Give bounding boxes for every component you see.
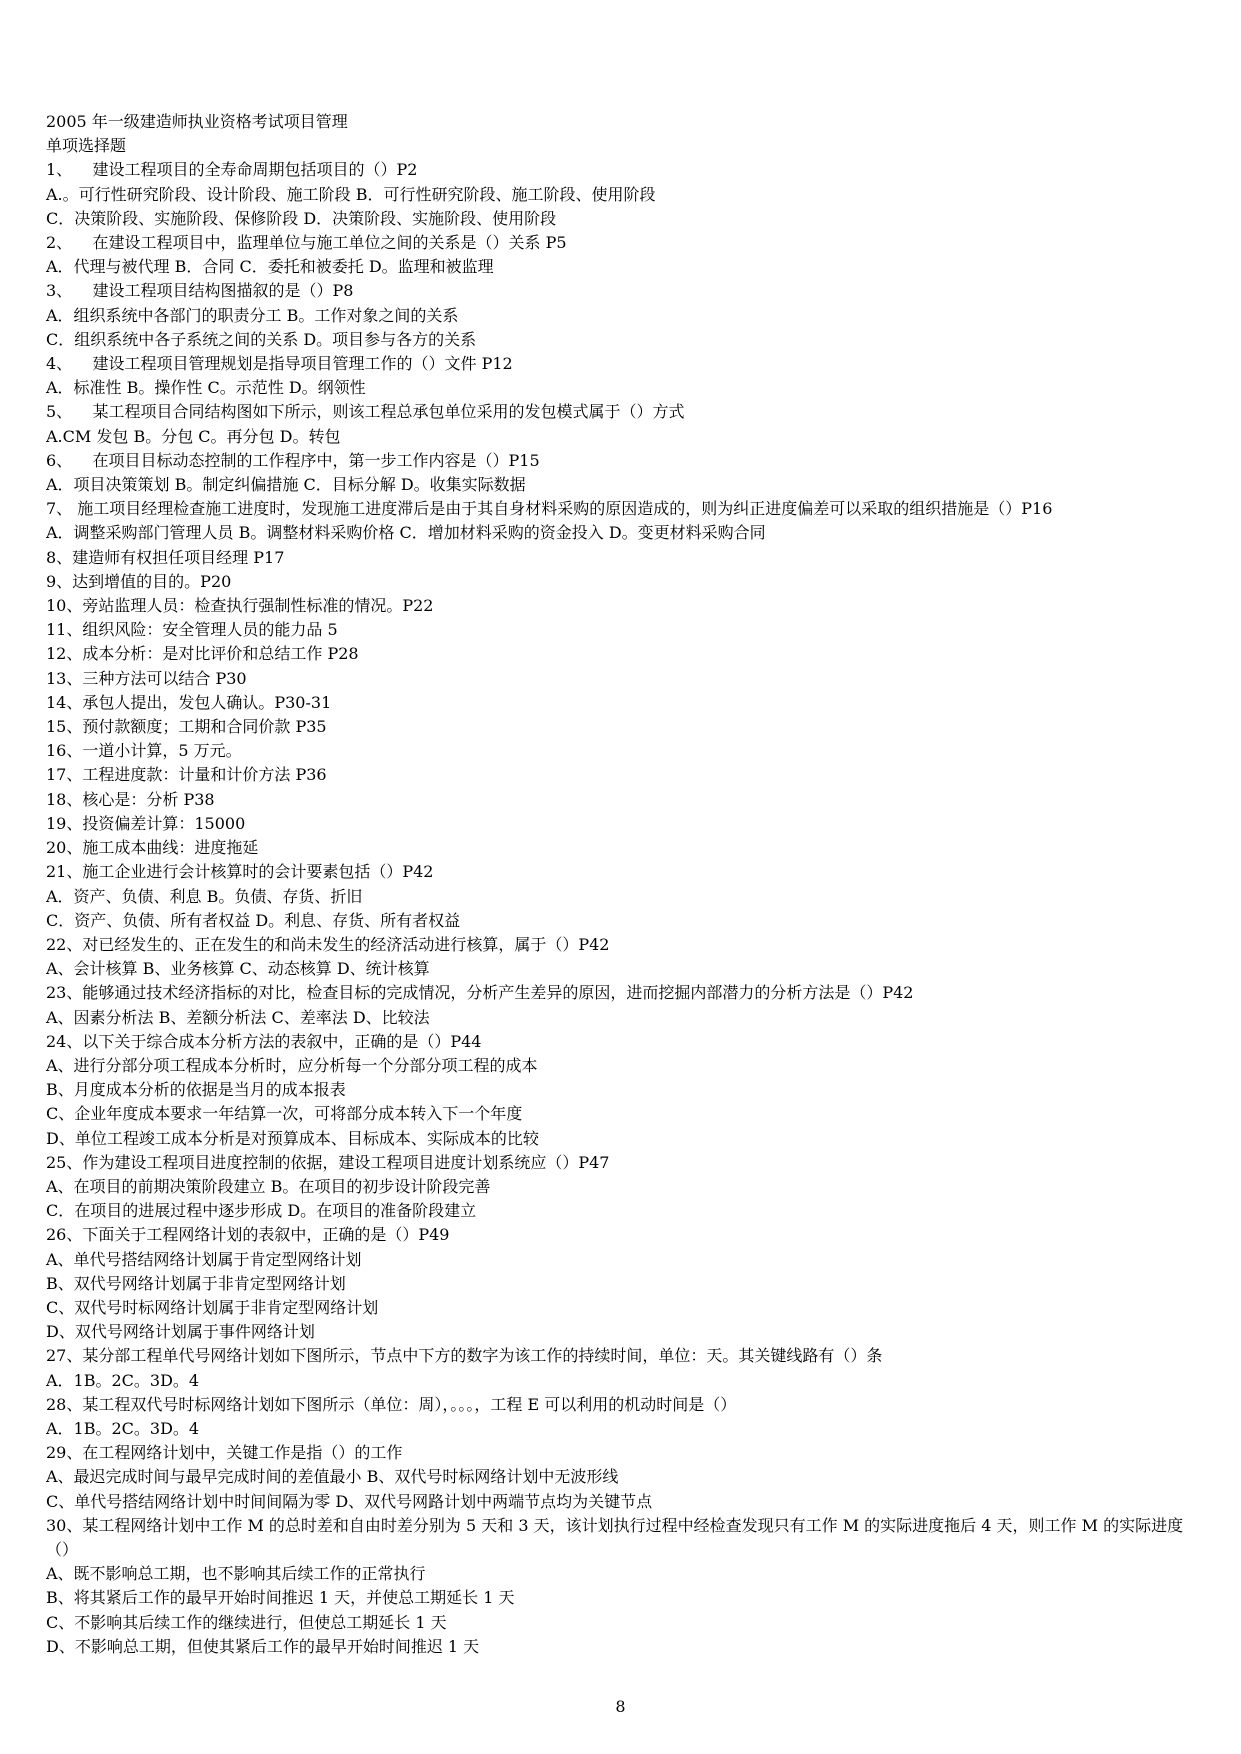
text-line: A．组织系统中各部门的职责分工 B。工作对象之间的关系 xyxy=(46,305,459,325)
text-line: 28、某工程双代号时标网络计划如下图所示（单位：周），。。。，工程 E 可以利用的机动时间是（） xyxy=(46,1394,737,1414)
text-line: 14、承包人提出，发包人确认。P30-31 xyxy=(46,692,332,712)
text-line: C、单代号搭结网络计划中时间间隔为零 D、双代号网路计划中两端节点均为关键节点 xyxy=(46,1491,653,1511)
text-line: 4、 建设工程项目管理规划是指导项目管理工作的（）文件 P12 xyxy=(46,354,513,374)
text-line: D、单位工程竣工成本分析是对预算成本、目标成本、实际成本的比较 xyxy=(46,1128,539,1148)
text-line: 21、施工企业进行会计核算时的会计要素包括（）P42 xyxy=(46,862,434,882)
text-line: 3、 建设工程项目结构图描叙的是（）P8 xyxy=(46,281,354,301)
text-line: 10、旁站监理人员：检查执行强制性标准的情况。P22 xyxy=(46,596,434,616)
text-line: A.CM 发包 B。分包 C。再分包 D。转包 xyxy=(46,426,341,446)
text-line: A．项目决策策划 B。制定纠偏措施 C．目标分解 D。收集实际数据 xyxy=(46,475,526,495)
text-line: 23、能够通过技术经济指标的对比，检查目标的完成情况，分析产生差异的原因，进而挖掘内部潜力的分析方法是（）P42 xyxy=(46,983,914,1003)
text-line: 25、作为建设工程项目进度控制的依据，建设工程项目进度计划系统应（）P47 xyxy=(46,1152,610,1172)
text-line: 27、某分部工程单代号网络计划如下图所示，节点中下方的数字为该工作的持续时间，单位：天。其关键线路有（）条 xyxy=(46,1346,883,1366)
text-line: A．代理与被代理 B．合同 C．委托和被委托 D。监理和被监理 xyxy=(46,257,494,277)
text-line: D、双代号网络计划属于事件网络计划 xyxy=(46,1322,315,1342)
text-line: A、会计核算 B、业务核算 C、动态核算 D、统计核算 xyxy=(46,959,430,979)
text-line: A．标准性 B。操作性 C。示范性 D。纲领性 xyxy=(46,378,366,398)
text-line: A、单代号搭结网络计划属于肯定型网络计划 xyxy=(46,1249,362,1269)
text-line: C．资产、负债、所有者权益 D。利息、存货、所有者权益 xyxy=(46,910,461,930)
text-line: C、双代号时标网络计划属于非肯定型网络计划 xyxy=(46,1297,379,1317)
text-line: 19、投资偏差计算：15000 xyxy=(46,813,246,833)
text-line: A.。可行性研究阶段、设计阶段、施工阶段 B．可行性研究阶段、施工阶段、使用阶段 xyxy=(46,184,656,204)
text-line: 6、 在项目目标动态控制的工作程序中，第一步工作内容是（）P15 xyxy=(46,450,540,470)
document-body xyxy=(46,110,1206,1659)
text-line: 22、对已经发生的、正在发生的和尚未发生的经济活动进行核算，属于（）P42 xyxy=(46,934,610,954)
document-title: 2005 年一级建造师执业资格考试项目管理 xyxy=(46,112,348,131)
text-line: C．决策阶段、实施阶段、保修阶段 D．决策阶段、实施阶段、使用阶段 xyxy=(46,208,557,228)
text-line: A、最迟完成时间与最早完成时间的差值最小 B、双代号时标网络计划中无波形线 xyxy=(46,1467,619,1487)
text-line: 8、建造师有权担任项目经理 P17 xyxy=(46,547,285,567)
text-line: A．调整采购部门管理人员 B。调整材料采购价格 C．增加材料采购的资金投入 D。变更材料采购合同 xyxy=(46,523,766,543)
text-line: C、不影响其后续工作的继续进行，但使总工期延长 1 天 xyxy=(46,1612,447,1632)
text-line: 20、施工成本曲线：进度拖延 xyxy=(46,838,259,858)
text-line: A、因素分析法 B、差额分析法 C、差率法 D、比较法 xyxy=(46,1007,430,1027)
text-line: B、月度成本分析的依据是当月的成本报表 xyxy=(46,1080,346,1100)
text-line: 12、成本分析：是对比评价和总结工作 P28 xyxy=(46,644,359,664)
page-number: 8 xyxy=(615,1697,626,1716)
text-line: 24、以下关于综合成本分析方法的表叙中，正确的是（）P44 xyxy=(46,1031,482,1051)
text-line: A、进行分部分项工程成本分析时，应分析每一个分部分项工程的成本 xyxy=(46,1055,538,1075)
text-line: 2、 在建设工程项目中，监理单位与施工单位之间的关系是（）关系 P5 xyxy=(46,233,567,253)
section-heading: 单项选择题 xyxy=(46,136,127,156)
text-line: D、不影响总工期，但使其紧后工作的最早开始时间推迟 1 天 xyxy=(46,1636,480,1656)
text-line: A、在项目的前期决策阶段建立 B。在项目的初步设计阶段完善 xyxy=(46,1176,491,1196)
question-list xyxy=(46,158,1206,1659)
text-line: C．组织系统中各子系统之间的关系 D。项目参与各方的关系 xyxy=(46,329,477,349)
text-line: 26、下面关于工程网络计划的表叙中，正确的是（）P49 xyxy=(46,1225,450,1245)
text-line: A．1B。2C。3D。4 xyxy=(46,1418,200,1438)
text-line: 17、工程进度款：计量和计价方法 P36 xyxy=(46,765,327,785)
text-line: 16、一道小计算，5 万元。 xyxy=(46,741,242,761)
text-line: 15、预付款额度；工期和合同价款 P35 xyxy=(46,717,327,737)
text-line: A．资产、负债、利息 B。负债、存货、折旧 xyxy=(46,886,363,906)
text-line: 13、三种方法可以结合 P30 xyxy=(46,668,247,688)
text-line: 7、 施工项目经理检查施工进度时，发现施工进度滞后是由于其自身材料采购的原因造成的，则为纠正进度偏差可以采取的组织措施是（）P16 xyxy=(46,499,1053,519)
text-line: 18、核心是：分析 P38 xyxy=(46,789,215,809)
text-line: 5、 某工程项目合同结构图如下所示，则该工程总承包单位采用的发包模式属于（）方式 xyxy=(46,402,685,422)
text-line: B、双代号网络计划属于非肯定型网络计划 xyxy=(46,1273,346,1293)
text-line: A．1B。2C。3D。4 xyxy=(46,1370,200,1390)
text-line: B、将其紧后工作的最早开始时间推迟 1 天，并使总工期延长 1 天 xyxy=(46,1588,515,1608)
text-line: A、既不影响总工期，也不影响其后续工作的正常执行 xyxy=(46,1564,426,1584)
text-line: 9、达到增值的目的。P20 xyxy=(46,571,232,591)
text-line: 30、某工程网络计划中工作 M 的总时差和自由时差分别为 5 天和 3 天，该计划执行过程中经检查发现只有工作 M 的实际进度拖后 4 天，则工作 M 的实际进度（） xyxy=(46,1515,1184,1559)
text-line: 29、在工程网络计划中，关键工作是指（）的工作 xyxy=(46,1443,403,1463)
text-line: 1、 建设工程项目的全寿命周期包括项目的（）P2 xyxy=(46,160,418,180)
text-line: 11、组织风险：安全管理人员的能力品 5 xyxy=(46,620,338,640)
text-line: C、企业年度成本要求一年结算一次，可将部分成本转入下一个年度 xyxy=(46,1104,523,1124)
text-line: C．在项目的进展过程中逐步形成 D。在项目的准备阶段建立 xyxy=(46,1201,477,1221)
